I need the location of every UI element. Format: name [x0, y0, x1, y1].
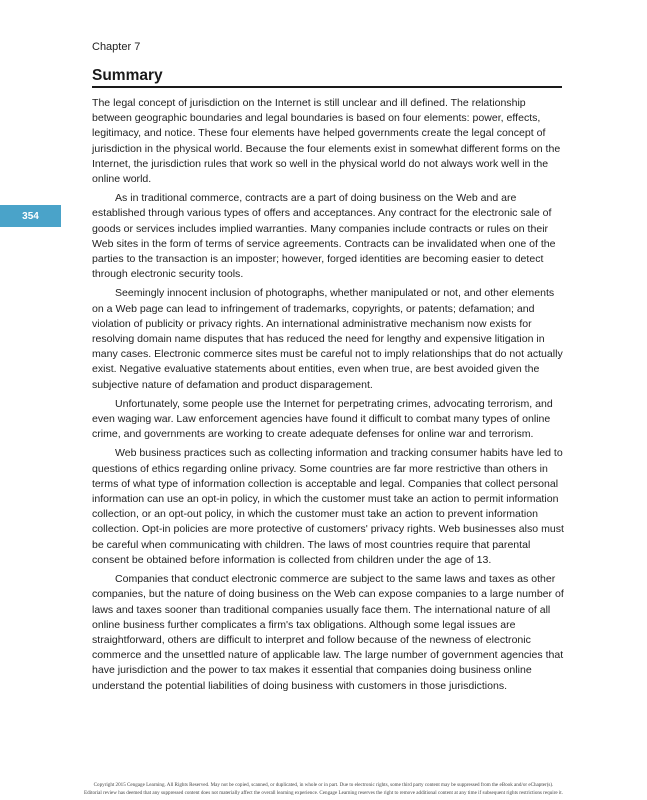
page-number-tab — [0, 205, 61, 227]
paragraph-contracts: As in traditional commerce, contracts are a part of doing business on the Web and are established through various types of offers and acceptances. Any contract for the electronic sale of goods or services includes implied warranties. Many companies include contracts or rules on their Web sites in the form of terms of service agreements. Contracts can be invalidated when one of the parties to the transaction is an imposter; however, forged identities are becoming easier to detect through electronic security tools. — [92, 192, 556, 281]
page-number: 354 — [22, 210, 39, 222]
copyright-line-2: Editorial review has deemed that any suppressed content does not materially affect the overall learning experience. Cengage Learning reserves the right to remove additional content at any time if subsequent rights restrictions require it. — [84, 790, 563, 796]
title-divider — [92, 86, 562, 88]
paragraph-taxation: Companies that conduct electronic commerce are subject to the same laws and taxes as other companies, but the nature of doing business on the Web can expose companies to a large number of laws and taxes sooner than traditional companies usually face them. The international nature of all online business further complicates a firm's tax obligations. Although some legal issues are straightforward, others are difficult to interpret and follow because of the newness of electronic commerce and the unsettled nature of applicable law. The large number of government agencies that have jurisdiction and the power to tax makes it essential that companies doing business online understand the potential liabilities of doing business with customers in those jurisdictions. — [92, 573, 564, 692]
section-title: Summary — [92, 67, 163, 84]
copyright-line-1: Copyright 2015 Cengage Learning. All Rights Reserved. May not be copied, scanned, or duplicated, in whole or in part. Due to electronic rights, some third party content may be suppressed from the eBook and/or eChapter(s). — [93, 782, 554, 788]
paragraph-intellectual-property: Seemingly innocent inclusion of photographs, whether manipulated or not, and other elements on a Web page can lead to infringement of trademarks, copyrights, or patents; defamation; and violation of publicity or privacy rights. An international administrative mechanism now exists for resolving domain name disputes that has reduced the need for lengthy and expensive litigation in many cases. Electronic commerce sites must be careful not to imply relationships that do not actually exist. Negative evaluative statements about entities, even when true, are best avoided given the subjective nature of defamation and product disparagement. — [92, 287, 563, 391]
summary-body — [92, 96, 566, 694]
paragraph-privacy: Web business practices such as collecting information and tracking consumer habits have led to questions of ethics regarding online privacy. Some countries are far more restrictive than others in terms of what type of information collection is acceptable and legal. Companies that collect personal information can use an opt-in policy, in which the customer must take an action to permit information collection, or an opt-out policy, in which the customer must take an action to prevent information collection. Opt-in policies are more protective of customers' privacy rights. Web businesses also must be careful when communicating with children. The laws of most countries require that parental consent be obtained before information is collected from children under the age of 13. — [92, 447, 564, 566]
paragraph-online-crime: Unfortunately, some people use the Internet for perpetrating crimes, advocating terrorism, and even waging war. Law enforcement agencies have found it difficult to combat many types of online crime, and governments are working to create adequate defenses for online war and terrorism. — [92, 397, 553, 441]
copyright-footer — [0, 781, 647, 797]
paragraph-jurisdiction: The legal concept of jurisdiction on the Internet is still unclear and ill defined. The relationship between geographic boundaries and legal boundaries is based on four elements: power, effects, legitimacy, and notice. These four elements have helped governments create the legal concept of jurisdiction in the physical world. Because the four elements exist in somewhat different forms on the Internet, the jurisdiction rules that work so well in the physical world do not always work well in the online world. — [92, 97, 561, 186]
chapter-label: Chapter 7 — [92, 41, 141, 53]
